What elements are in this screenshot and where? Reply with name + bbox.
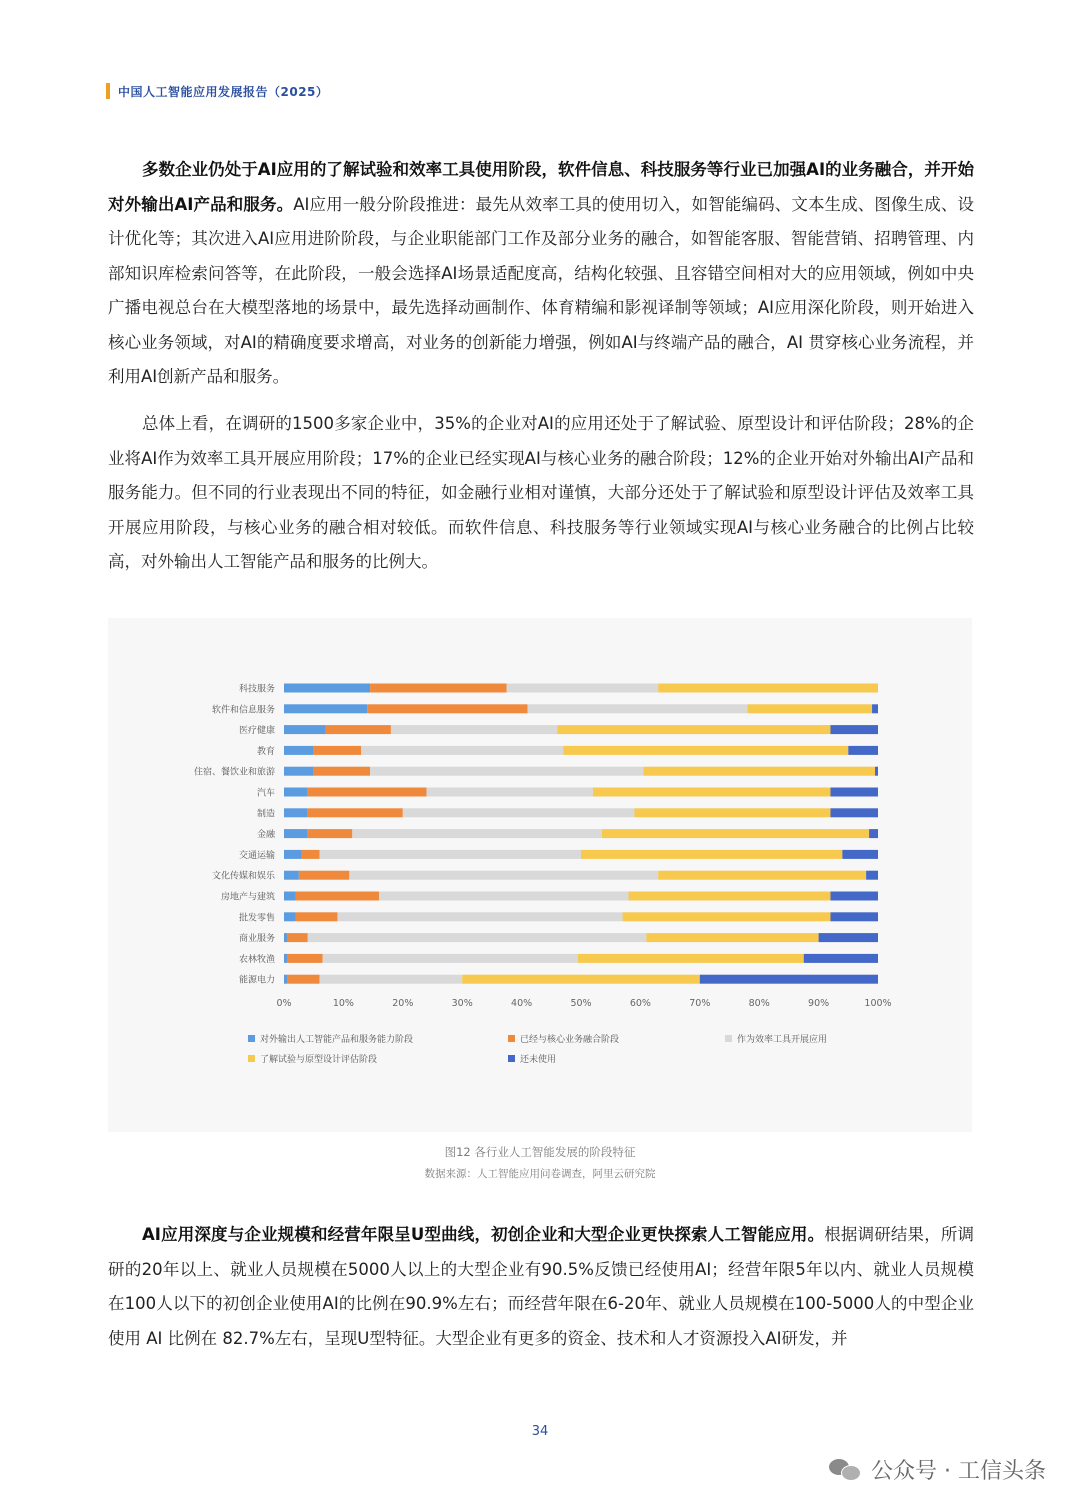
bar-segment (296, 892, 379, 901)
bar-segment (462, 975, 700, 984)
bar-segment (634, 808, 830, 817)
bar-segment (302, 850, 320, 859)
bar-segment (872, 704, 878, 713)
wechat-icon (829, 1457, 861, 1481)
bar-segment (299, 871, 349, 880)
x-tick-label: 60% (629, 998, 651, 1010)
bar-segment (367, 704, 527, 713)
running-header (106, 82, 328, 100)
category-label: 制造 (256, 809, 275, 820)
bar-segment (427, 788, 593, 797)
legend-swatch (248, 1055, 255, 1062)
category-label: 房地产与建筑 (220, 892, 275, 903)
x-tick-label: 50% (570, 998, 592, 1010)
bar-segment (643, 767, 875, 776)
paragraph-3-lead: AI应用深度与企业规模和经营年限呈U型曲线，初创企业和大型企业更快探索人工智能应用。 (142, 1225, 825, 1244)
bar-segment (284, 912, 296, 921)
x-tick-label: 20% (392, 998, 414, 1010)
bar-segment (830, 808, 878, 817)
bar-segment (403, 808, 635, 817)
bar-segment (284, 850, 302, 859)
bar-segment (528, 704, 748, 713)
bar-segment (629, 892, 831, 901)
bar-segment (284, 975, 287, 984)
page-number: 34 (531, 1424, 549, 1439)
bar-segment (284, 892, 296, 901)
bar-segment (284, 788, 308, 797)
category-label: 农林牧渔 (238, 954, 275, 965)
bar-segment (842, 850, 878, 859)
bar-segment (819, 933, 878, 942)
paragraph-1-lead: 多数企业仍处于AI应用的了解试验和效率工具使用阶段，软件信息、科技服务等行业已加强AI的业务融合，并开始对外输出AI产品和服务。 (108, 160, 974, 214)
legend-swatch (248, 1035, 255, 1042)
legend-label: 已经与核心业务融合阶段 (520, 1035, 620, 1045)
bar-segment (284, 704, 367, 713)
bar-segment (830, 788, 878, 797)
legend-swatch (725, 1035, 732, 1042)
bar-segment (578, 954, 804, 963)
category-label: 软件和信息服务 (211, 705, 275, 716)
bar-segment (866, 871, 878, 880)
category-label: 商业服务 (238, 934, 275, 945)
category-label: 汽车 (256, 788, 275, 799)
legend-swatch (508, 1035, 515, 1042)
x-tick-label: 0% (276, 998, 292, 1010)
bar-segment (349, 871, 658, 880)
bar-segment (747, 704, 872, 713)
bar-segment (379, 892, 628, 901)
bar-segment (314, 767, 370, 776)
x-tick-label: 90% (808, 998, 830, 1010)
paragraph-1-body: AI应用一般分阶段推进：最先从效率工具的使用切入，如智能编码、文本生成、图像生成、设计优化等；其次进入AI应用进阶阶段，与企业职能部门工作及部分业务的融合，如智能客服、智能营销、招聘管理、内部知识库检索问答等，在此阶段，一般会选择AI场景适配度高，结构化较强、且容错空间相对大的应用领域，例如中央广播电视总台在大模型落地的场景中，最先选择动画制作、体育精编和影视译制等领域；AI应用深化阶段，则开始进入核心业务领域，对AI的精确度要求增高，对业务的创新能力增强，例如AI与终端产品的融合，AI 贯穿核心业务流程，并利用AI创新产品和服务。 (108, 194, 974, 386)
x-tick-label: 30% (451, 998, 473, 1010)
watermark (829, 1452, 1046, 1486)
bar-segment (284, 808, 308, 817)
legend-swatch (508, 1055, 515, 1062)
bar-segment (602, 829, 869, 838)
bar-segment (308, 808, 403, 817)
stacked-bar-chart (108, 618, 972, 1132)
figure-caption: 图12 各行业人工智能发展的阶段特征 (444, 1145, 636, 1159)
bar-segment (507, 684, 658, 693)
legend-label: 作为效率工具开展应用 (737, 1035, 828, 1045)
bar-segment (308, 829, 353, 838)
bar-segment (361, 746, 563, 755)
legend-label: 对外输出人工智能产品和服务能力阶段 (260, 1035, 414, 1045)
category-label: 医疗健康 (238, 726, 275, 737)
bar-segment (284, 746, 314, 755)
category-label: 批发零售 (238, 913, 275, 924)
bar-segment (869, 829, 878, 838)
paragraph-1 (108, 153, 974, 395)
category-label: 能源电力 (238, 975, 275, 986)
bar-segment (308, 933, 647, 942)
legend-label: 了解试验与原型设计评估阶段 (260, 1055, 378, 1065)
bar-segment (391, 725, 557, 734)
figure-source: 数据来源：人工智能应用问卷调查，阿里云研究院 (424, 1168, 656, 1180)
bar-segment (370, 767, 643, 776)
bar-segment (658, 871, 866, 880)
x-tick-label: 40% (511, 998, 533, 1010)
bar-segment (352, 829, 601, 838)
bar-segment (623, 912, 831, 921)
bar-segment (284, 684, 370, 693)
bar-segment (557, 725, 830, 734)
category-label: 金融 (256, 830, 275, 841)
bar-segment (848, 746, 878, 755)
bar-segment (284, 829, 308, 838)
figure-12-chart (108, 618, 972, 1132)
paragraph-3-body: 根据调研结果，所调研的20年以上、就业人员规模在5000人以上的大型企业有90.5%反馈已经使用AI；经营年限5年以内、就业人员规模在100人以下的初创企业使用AI的比例在90.9%左右；而经营年限在6-20年、就业人员规模在100-5000人的中型企业使用 AI 比例在 82.7%左右，呈现U型特征。大型企业有更多的资金、技术和人才资源投入AI研发，并 (108, 1225, 975, 1348)
paragraph-2 (108, 407, 974, 580)
bar-segment (284, 767, 314, 776)
bar-segment (581, 850, 842, 859)
bar-segment (323, 954, 578, 963)
bar-segment (563, 746, 848, 755)
bar-segment (646, 933, 818, 942)
x-tick-label: 100% (864, 998, 892, 1010)
bar-segment (658, 684, 878, 693)
category-label: 教育 (256, 746, 275, 757)
bar-segment (830, 725, 878, 734)
paragraph-3 (108, 1218, 974, 1356)
category-label: 科技服务 (238, 684, 275, 695)
x-tick-label: 10% (332, 998, 354, 1010)
bar-segment (326, 725, 391, 734)
watermark-text: 公众号 · 工信头条 (871, 1458, 1046, 1484)
bar-segment (320, 850, 581, 859)
bar-segment (284, 725, 326, 734)
bar-segment (284, 871, 299, 880)
bar-segment (314, 746, 362, 755)
legend-label: 还未使用 (520, 1055, 557, 1065)
bar-segment (284, 933, 287, 942)
bar-segment (287, 933, 308, 942)
bar-segment (830, 912, 878, 921)
category-label: 交通运输 (238, 850, 275, 861)
report-title: 中国人工智能应用发展报告（2025） (118, 84, 329, 99)
bar-segment (308, 788, 427, 797)
category-label: 住宿、餐饮业和旅游 (193, 767, 275, 778)
category-label: 文化传媒和娱乐 (211, 871, 275, 882)
bar-segment (287, 975, 320, 984)
paragraph-2-body: 总体上看，在调研的1500多家企业中，35%的企业对AI的应用还处于了解试验、原型设计和评估阶段；28%的企业将AI作为效率工具开展应用阶段；17%的企业已经实现AI与核心业务的融合阶段；12%的企业开始对外输出AI产品和服务能力。但不同的行业表现出不同的特征，如金融行业相对谨慎，大部分还处于了解试验和原型设计评估及效率工具开展应用阶段，与核心业务的融合相对较低。而软件信息、科技服务等行业领域实现AI与核心业务融合的比例占比较高，对外输出人工智能产品和服务的比例大。 (108, 414, 974, 571)
bar-segment (830, 892, 878, 901)
x-tick-label: 70% (689, 998, 711, 1010)
bar-segment (804, 954, 878, 963)
header-accent-bar (106, 83, 110, 99)
bar-segment (284, 954, 287, 963)
bar-segment (320, 975, 463, 984)
bar-segment (700, 975, 878, 984)
bar-segment (370, 684, 507, 693)
bar-segment (296, 912, 338, 921)
bar-segment (593, 788, 831, 797)
bar-segment (287, 954, 323, 963)
bar-segment (875, 767, 878, 776)
bar-segment (337, 912, 622, 921)
x-tick-label: 80% (748, 998, 770, 1010)
